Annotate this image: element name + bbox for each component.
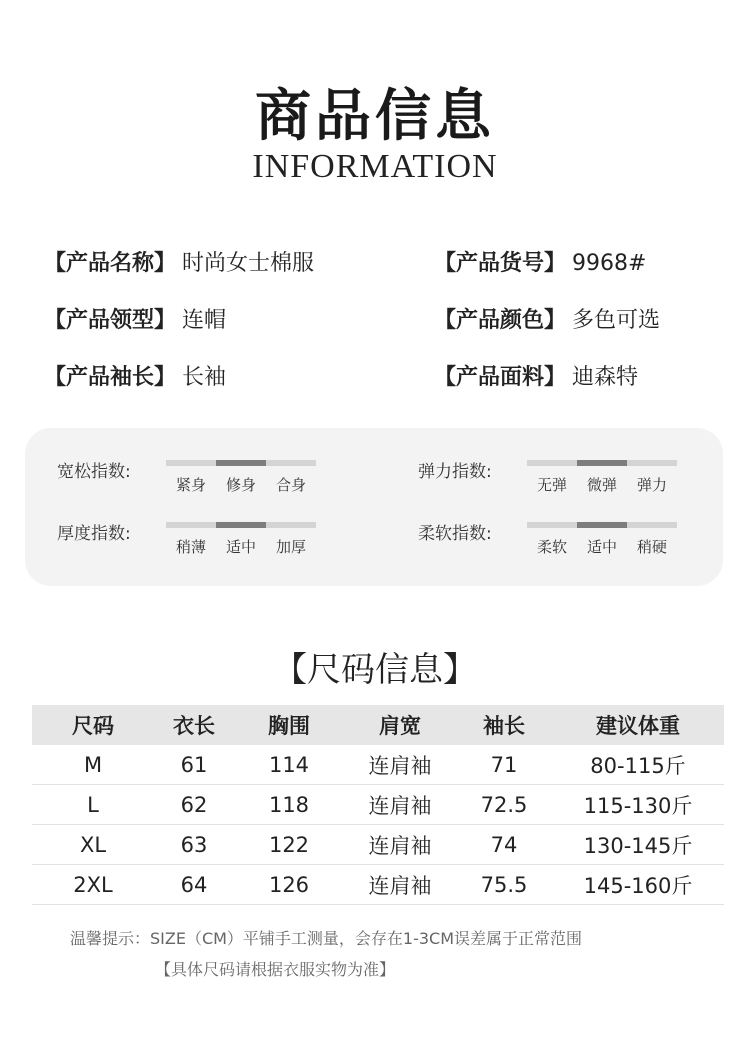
- table-cell: 126: [234, 865, 344, 905]
- scale-option-label: 适中: [586, 538, 617, 556]
- index-scale: [527, 460, 677, 500]
- scale-option-label: 稍薄: [175, 538, 206, 556]
- attr-label: 【产品货号】: [434, 251, 567, 276]
- attr-value: 长袖: [182, 365, 227, 390]
- table-cell: 75.5: [456, 865, 552, 905]
- index-label-thickness: 厚度指数:: [57, 524, 131, 544]
- scale-option-label: 稍硬: [636, 538, 667, 556]
- table-cell: 115-130斤: [552, 785, 724, 825]
- scale-segment-selected: [216, 460, 266, 466]
- scale-segment: [627, 522, 677, 528]
- table-cell: 61: [154, 745, 234, 785]
- scale-segment: [527, 522, 577, 528]
- size-disclaimer: 【具体尺码请根据衣服实物为准】: [155, 960, 396, 979]
- table-cell: XL: [32, 825, 154, 865]
- scale-option-label: 紧身: [175, 476, 206, 494]
- scale-option-label: 合身: [275, 476, 306, 494]
- scale-option-label: 弹力: [636, 476, 667, 494]
- index-label-elasticity: 弹力指数:: [418, 462, 492, 482]
- size-table: [32, 705, 724, 905]
- scale-option-label: 柔软: [536, 538, 567, 556]
- attr-label: 【产品袖长】: [44, 365, 177, 390]
- table-cell: 130-145斤: [552, 825, 724, 865]
- attr-value: 多色可选: [572, 308, 661, 333]
- table-cell: 74: [456, 825, 552, 865]
- table-cell: 118: [234, 785, 344, 825]
- attr-value: 9968#: [572, 251, 647, 276]
- scale-segment-selected: [577, 522, 627, 528]
- table-row: [32, 825, 724, 865]
- scale-segment-selected: [216, 522, 266, 528]
- table-cell: 2XL: [32, 865, 154, 905]
- scale-option-label: 修身: [225, 476, 256, 494]
- size-section-title: 【尺码信息】: [273, 650, 477, 690]
- attr-label: 【产品领型】: [44, 308, 177, 333]
- table-cell: L: [32, 785, 154, 825]
- scale-segment-selected: [577, 460, 627, 466]
- attr-value: 连帽: [182, 308, 227, 333]
- table-row: [32, 745, 724, 785]
- page-title: 商品信息: [255, 83, 495, 149]
- table-cell: 145-160斤: [552, 865, 724, 905]
- col-header: 建议体重: [552, 705, 724, 745]
- col-header: 袖长: [456, 705, 552, 745]
- table-cell: 80-115斤: [552, 745, 724, 785]
- table-cell: M: [32, 745, 154, 785]
- table-row: [32, 865, 724, 905]
- index-label-looseness: 宽松指数:: [57, 462, 131, 482]
- attr-value: 迪森特: [572, 365, 639, 390]
- attr-sleeve: [44, 360, 226, 391]
- scale-segment: [627, 460, 677, 466]
- index-scale: [166, 460, 316, 500]
- table-row: [32, 785, 724, 825]
- measurement-tip: 温馨提示：SIZE（CM）平铺手工测量，会存在1-3CM误差属于正常范围: [70, 929, 583, 948]
- scale-segment: [266, 522, 316, 528]
- scale-option-label: 无弹: [536, 476, 567, 494]
- attr-product-number: [434, 246, 646, 277]
- attr-color: [434, 303, 660, 334]
- scale-segment: [527, 460, 577, 466]
- attr-label: 【产品颜色】: [434, 308, 567, 333]
- index-scale: [527, 522, 677, 562]
- table-cell: 62: [154, 785, 234, 825]
- attr-fabric: [434, 360, 638, 391]
- col-header: 衣长: [154, 705, 234, 745]
- page-subtitle: INFORMATION: [252, 148, 498, 185]
- table-cell: 连肩袖: [344, 825, 456, 865]
- attr-product-name: [44, 246, 314, 277]
- attr-label: 【产品名称】: [44, 251, 177, 276]
- scale-option-label: 微弹: [586, 476, 617, 494]
- col-header: 胸围: [234, 705, 344, 745]
- scale-segment: [266, 460, 316, 466]
- scale-option-label: 适中: [225, 538, 256, 556]
- size-table-header: [32, 705, 724, 745]
- col-header: 尺码: [32, 705, 154, 745]
- col-header: 肩宽: [344, 705, 456, 745]
- table-cell: 连肩袖: [344, 745, 456, 785]
- table-cell: 72.5: [456, 785, 552, 825]
- attr-label: 【产品面料】: [434, 365, 567, 390]
- table-cell: 64: [154, 865, 234, 905]
- attr-collar: [44, 303, 226, 334]
- table-cell: 71: [456, 745, 552, 785]
- table-cell: 连肩袖: [344, 785, 456, 825]
- table-cell: 63: [154, 825, 234, 865]
- index-panel: [25, 428, 723, 586]
- table-cell: 连肩袖: [344, 865, 456, 905]
- scale-option-label: 加厚: [275, 538, 306, 556]
- table-cell: 114: [234, 745, 344, 785]
- index-label-softness: 柔软指数:: [418, 524, 492, 544]
- index-scale: [166, 522, 316, 562]
- table-cell: 122: [234, 825, 344, 865]
- attr-value: 时尚女士棉服: [182, 251, 315, 276]
- scale-segment: [166, 522, 216, 528]
- scale-segment: [166, 460, 216, 466]
